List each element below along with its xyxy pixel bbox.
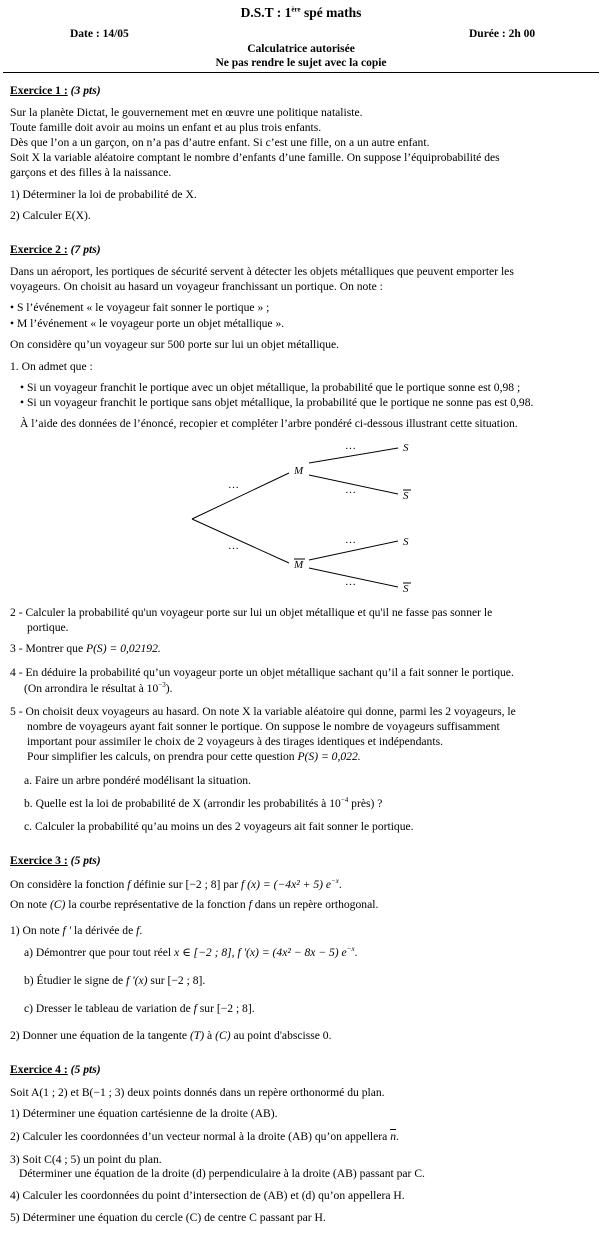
tree-leaf-sbar2: S: [403, 583, 409, 595]
ex2-bullet-2: • Si un voyageur franchit le portique sans objet métallique, la probabilité que le portique ne sonne pas est 0,98.: [20, 396, 534, 409]
tree-branch-root-m: [192, 473, 289, 519]
ex3-q2: 2) Donner une équation de la tangente (T) à (C) au point d'abscisse 0.: [10, 1029, 332, 1042]
ex1-q1: 1) Déterminer la loi de probabilité de X.: [10, 188, 197, 201]
ex2-q1: 1. On admet que :: [10, 360, 93, 373]
ex3-q1-b: b) Étudier le signe de f '(x) sur [−2 ; 8].: [24, 974, 206, 987]
ex4-title: Exercice 4 : (5 pts): [10, 1063, 101, 1076]
ex2-bullet-1: • Si un voyageur franchit le portique avec un objet métallique, la probabilité que le portique sonne est 0,98 ;: [20, 381, 521, 394]
tree-branch-root-mbar: [192, 519, 289, 563]
tree-blank-m-s: …: [345, 440, 356, 452]
ex3-line-1: On considère la fonction f définie sur [−2 ; 8] par f (x) = (−4x² + 5) $e^{-x}$.: [10, 877, 342, 891]
ex4-q4: 4) Calculer les coordonnées du point d’intersection de (AB) et (d) qu’on appellera H.: [10, 1189, 405, 1202]
ex2-q5-a: a. Faire un arbre pondéré modélisant la situation.: [24, 774, 251, 787]
ex2-intro-2: voyageurs. On choisit au hasard un voyageur franchissant un portique. On note :: [10, 280, 383, 293]
tree-blank-mbar-sbar: …: [345, 576, 356, 588]
ex2-consider: On considère qu’un voyageur sur 500 porte sur lui un objet métallique.: [10, 338, 340, 351]
ex3-q1: 1) On note f ' la dérivée de f.: [10, 924, 143, 937]
ex2-q2-line-1: 2 - Calculer la probabilité qu'un voyageur porte sur lui un objet métallique et qu'il ne fasse pas sonner le: [10, 606, 493, 619]
ex2-q5-c: c. Calculer la probabilité qu’au moins un des 2 voyageurs ait fait sonner le portique.: [24, 820, 414, 833]
ex2-def-s: • S l’événement « le voyageur fait sonner le portique » ;: [10, 301, 270, 314]
tree-leaf-sbar1: S: [403, 490, 409, 502]
ex3-title: Exercice 3 : (5 pts): [10, 854, 101, 867]
ex1-line-4: Soit X la variable aléatoire comptant le nombre d’enfants d’une famille. On suppose l’équiprobabilité des: [10, 151, 500, 164]
ex2-title: Exercice 2 : (7 pts): [10, 243, 101, 256]
vector-n: n: [390, 1130, 396, 1143]
tree-leaf-s2: S: [403, 536, 409, 548]
tree-leaf-s1: S: [403, 442, 409, 454]
ex4-q3-line-1: 3) Soit C(4 ; 5) un point du plan.: [10, 1153, 162, 1166]
ex2-q5-line-3: important pour assimiler le choix de 2 voyageurs à des tirages identiques et indépendants.: [27, 735, 443, 748]
ex2-q4-line-1: 4 - En déduire la probabilité qu’un voyageur porte un objet métallique sachant qu’il a fait sonner le portique.: [10, 666, 514, 679]
exam-date: Date : 14/05: [70, 28, 129, 40]
ex2-q3: 3 - Montrer que P(S) = 0,02192.: [10, 642, 161, 655]
calculator-note: Calculatrice autorisée: [247, 43, 355, 55]
ex4-q2: 2) Calculer les coordonnées d’un vecteur normal à la droite (AB) qu’on appellera n.: [10, 1130, 399, 1143]
probability-tree: [0, 0, 602, 600]
ex2-q4-line-2: (On arrondira le résultat à $10^{-3}$).: [24, 681, 173, 695]
ex3-q1-c: c) Dresser le tableau de variation de f sur [−2 ; 8].: [24, 1002, 255, 1015]
ex2-intro-1: Dans un aéroport, les portiques de sécurité servent à détecter les objets métalliques que peuvent emporter les: [10, 265, 514, 278]
tree-node-m: M: [294, 465, 304, 477]
ex2-q5-line-2: nombre de voyageurs ayant fait sonner le portique. On suppose le nombre de voyageurs suffisamment: [27, 720, 500, 733]
ex2-def-m: • M l’événement « le voyageur porte un objet métallique ».: [10, 317, 285, 330]
ex4-q5: 5) Déterminer une équation du cercle (C) de centre C passant par H.: [10, 1211, 326, 1224]
ex2-q5-line-1: 5 - On choisit deux voyageurs au hasard. On note X la variable aléatoire qui donne, parmi les 2 voyageurs, le: [10, 705, 516, 718]
tree-blank-m-sbar: …: [345, 484, 356, 496]
ex1-title: Exercice 1 : (3 pts): [10, 84, 101, 97]
ex1-line-2: Toute famille doit avoir au moins un enfant et au plus trois enfants.: [10, 121, 322, 134]
exam-duration: Durée : 2h 00: [469, 28, 536, 40]
ex2-q2-line-2: portique.: [27, 621, 69, 634]
ex3-q1-a: a) Démontrer que pour tout réel x ∈ [−2 ; 8], f '(x) = (4x² − 8x − 5) $e^{-x}$.: [24, 945, 358, 959]
page-title: D.S.T : 1ère spé maths: [240, 5, 362, 20]
ex2-q5-b: b. Quelle est la loi de probabilité de X (arrondir les probabilités à $10^{-4}$ près) ?: [24, 796, 383, 810]
ex1-line-3: Dès que l’on a un garçon, on n’a pas d’autre enfant. Si c’est une fille, on a un autre enfant.: [10, 136, 430, 149]
ex1-q2: 2) Calculer E(X).: [10, 209, 91, 222]
ex1-line-1: Sur la planète Dictat, le gouvernement met en œuvre une politique nataliste.: [10, 106, 363, 119]
ex3-line-2: On note (C) la courbe représentative de la fonction f dans un repère orthogonal.: [10, 898, 379, 911]
tree-node-mbar: M: [294, 559, 304, 571]
tree-blank-mbar: …: [228, 540, 239, 552]
ex4-q1: 1) Déterminer une équation cartésienne de la droite (AB).: [10, 1107, 278, 1120]
ex2-q5-line-4: Pour simplifier les calculs, on prendra pour cette question P(S) = 0,022.: [27, 750, 361, 763]
tree-blank-mbar-s: …: [345, 534, 356, 546]
ex4-intro: Soit A(1 ; 2) et B(−1 ; 3) deux points donnés dans un repère orthonormé du plan.: [10, 1086, 385, 1099]
ex2-tree-instruction: À l’aide des données de l’énoncé, recopier et compléter l’arbre pondéré ci-dessous illustrant cette situation.: [20, 417, 518, 430]
tree-blank-m: …: [228, 479, 239, 491]
return-note: Ne pas rendre le sujet avec la copie: [215, 57, 387, 69]
ex4-q3-line-2: Déterminer une équation de la droite (d) perpendiculaire à la droite (AB) passant par C.: [19, 1167, 425, 1180]
ex1-line-5: garçons et des filles à la naissance.: [10, 166, 172, 179]
